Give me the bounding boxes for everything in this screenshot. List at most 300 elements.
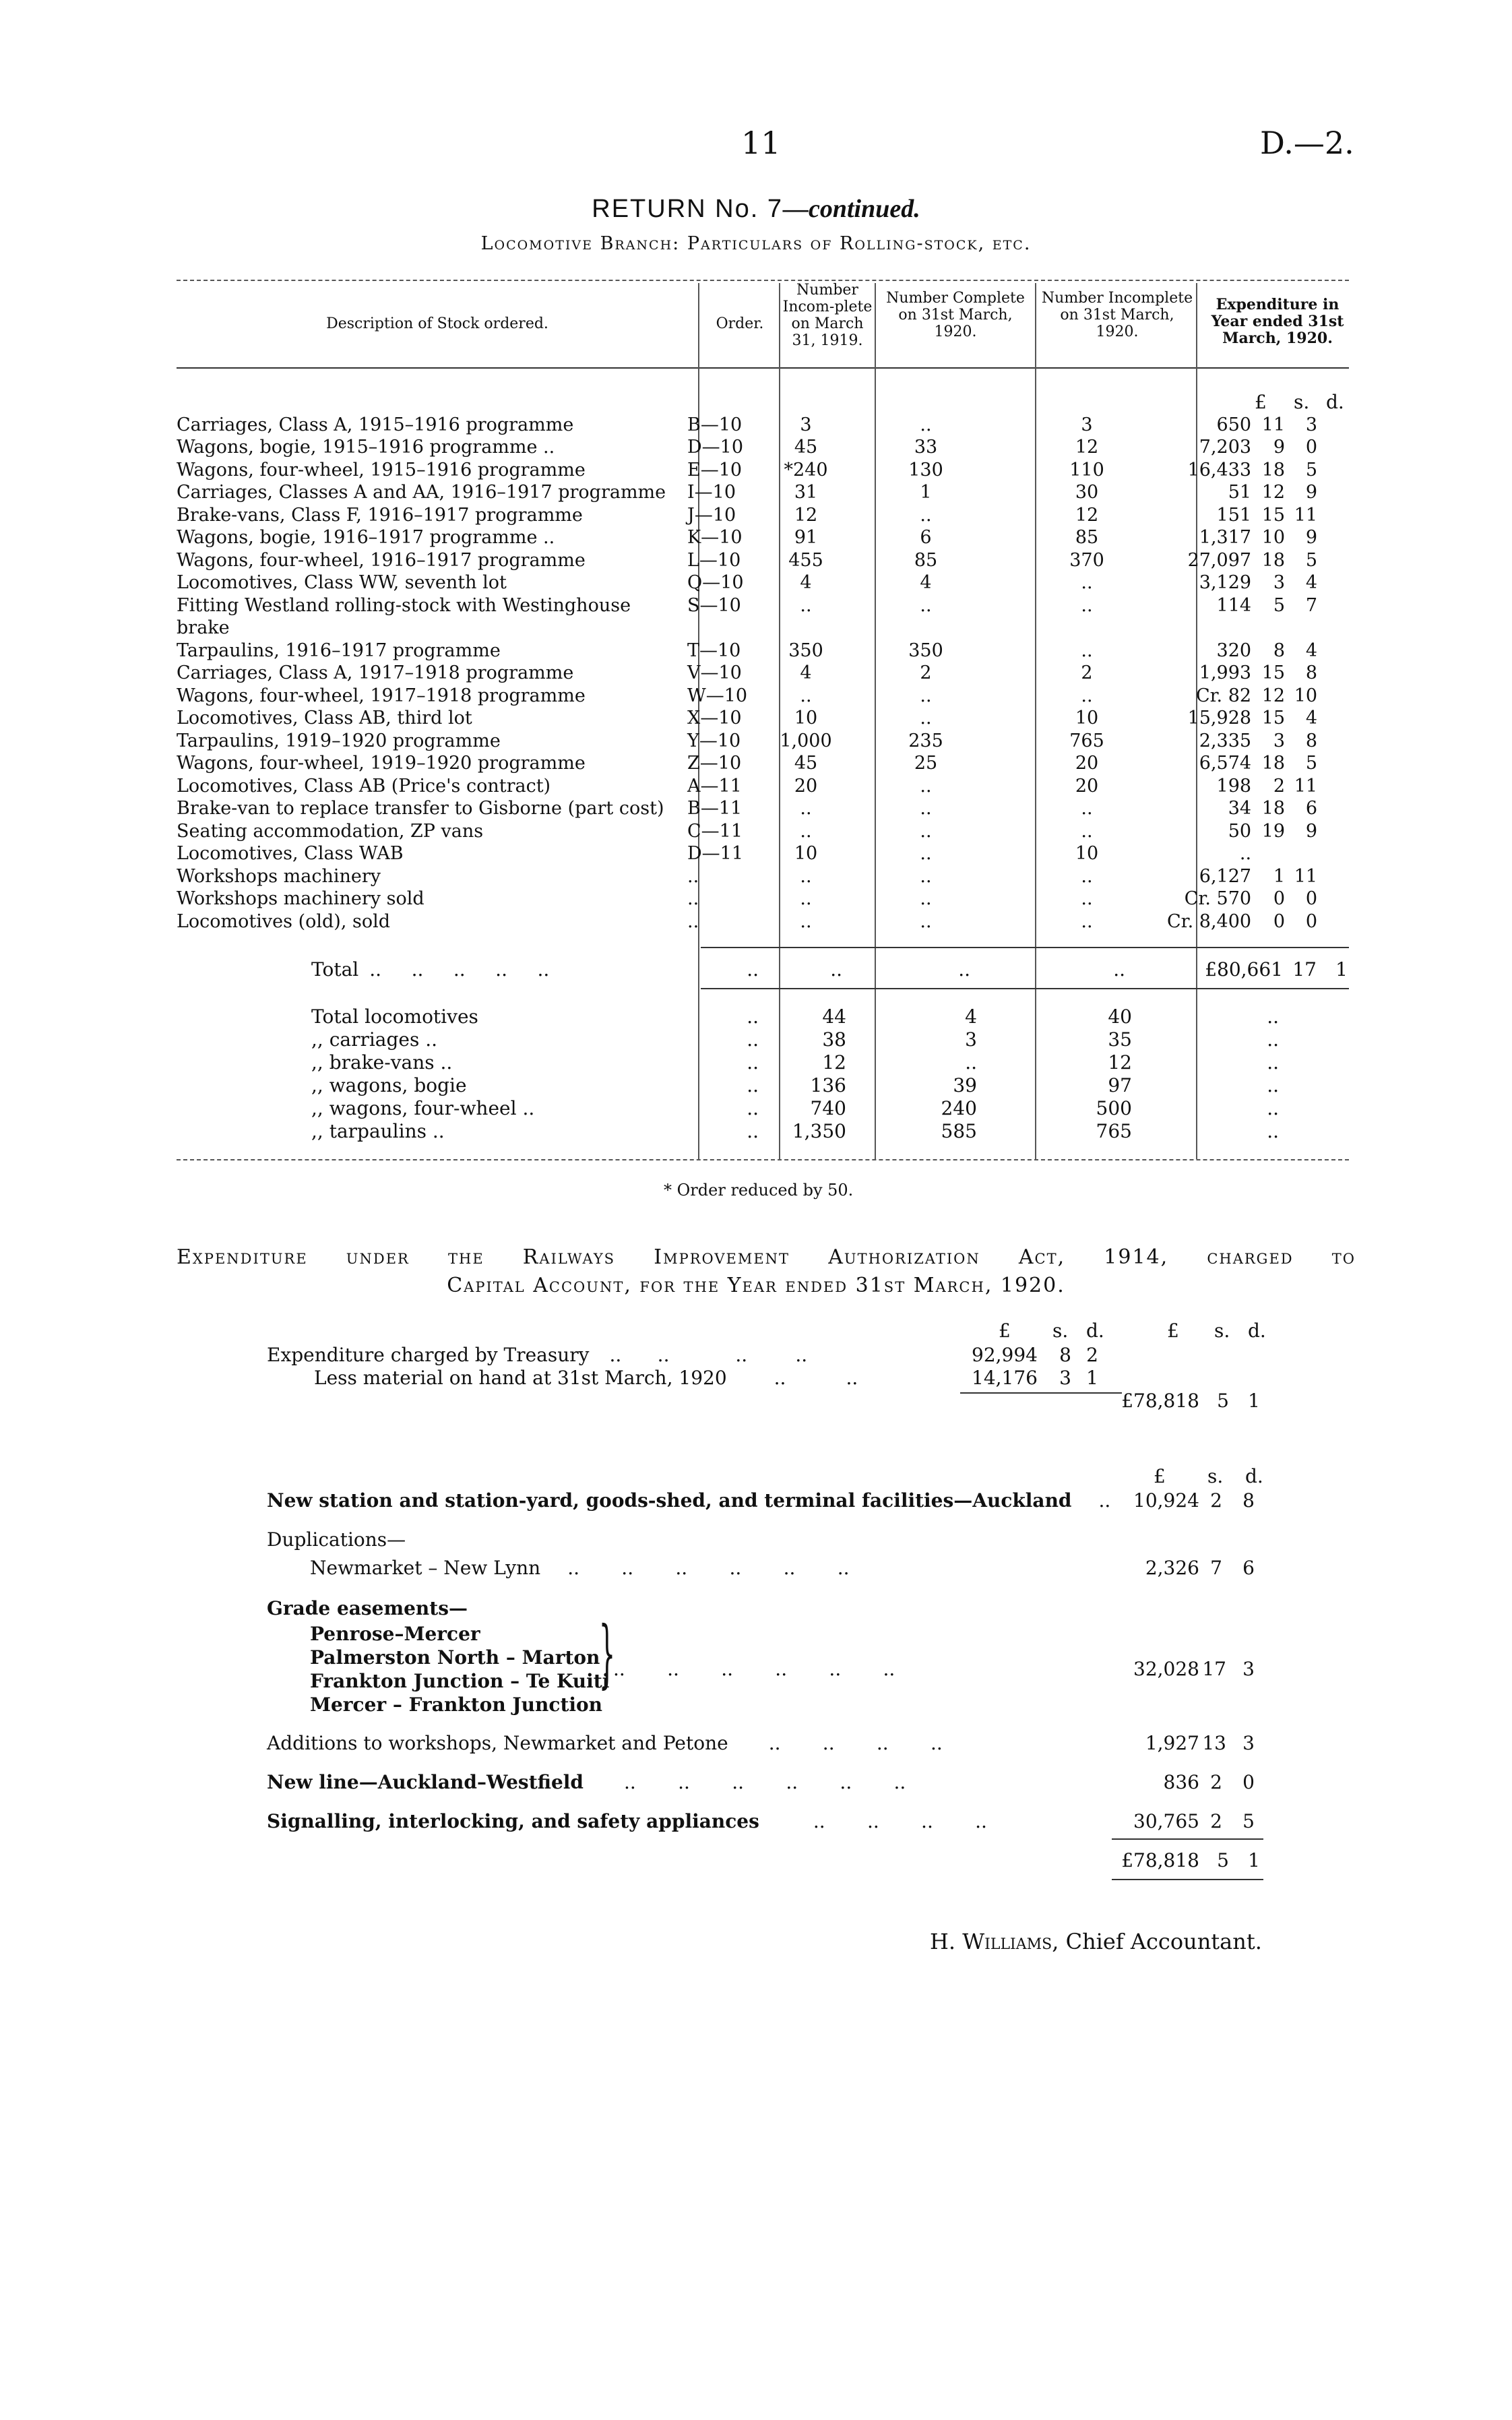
row-shillings <box>1251 616 1285 639</box>
row-incomplete-1919: 45 <box>794 753 818 774</box>
summary-inc1919: 740 <box>810 1097 846 1119</box>
row-pounds: 50 <box>1228 820 1252 842</box>
row-pounds: 27,097 <box>1187 549 1252 571</box>
exp-unit-pounds: £ <box>999 1320 1011 1342</box>
auckland-label: New station and station-yard, goods-shed, and terminal facilities—Auckland .. <box>267 1489 1111 1512</box>
row-pounds: 320 <box>1216 640 1252 661</box>
row-pounds: 3,129 <box>1199 572 1252 593</box>
row-pence: 3 <box>1305 414 1318 435</box>
row-order: .. <box>687 865 699 887</box>
summary-expenditure: .. <box>1267 1005 1279 1028</box>
westfield-shillings: 2 <box>1210 1771 1222 1793</box>
summary-label: ,, tarpaulins .. <box>311 1120 445 1142</box>
row-incomplete-1919: 3 <box>800 414 812 435</box>
row-shillings: 15 <box>1261 708 1286 728</box>
row-complete-1920: 6 <box>920 527 932 548</box>
header-complete-1920: Number Complete on 31st March, 1920. <box>886 290 1025 340</box>
table-row <box>177 435 1317 458</box>
table-row <box>177 526 1317 549</box>
unit-pence: d. <box>1326 391 1344 413</box>
return-title <box>0 194 1512 224</box>
row-shillings: 3 <box>1273 572 1286 593</box>
summary-expenditure: .. <box>1267 1120 1279 1142</box>
row-complete-1920: 1 <box>920 482 932 503</box>
row-description: Locomotives (old), sold <box>177 910 391 932</box>
summary-inc1919: 38 <box>822 1028 846 1051</box>
signalling-label: Signalling, interlocking, and safety appliances .. .. .. .. <box>267 1810 987 1832</box>
row-pence: 4 <box>1305 708 1318 728</box>
row-shillings: 18 <box>1261 753 1286 774</box>
row-order: A—11 <box>687 775 742 797</box>
row-complete-1920: .. <box>920 865 932 887</box>
signature-name: H. Williams <box>930 1929 1052 1954</box>
rolling-stock-table <box>177 412 1317 932</box>
row-shillings: 12 <box>1261 482 1286 503</box>
row-description: Wagons, four-wheel, 1916–1917 programme <box>177 549 586 571</box>
grade-heading: Grade easements— <box>267 1597 468 1619</box>
table-row <box>177 819 1317 842</box>
row-incomplete-1920: .. <box>1081 910 1093 932</box>
exp-unit-pounds-2: £ <box>1167 1320 1179 1342</box>
newmarket-shillings: 7 <box>1210 1557 1222 1579</box>
unit-shillings: s. <box>1294 391 1310 413</box>
row-description: Brake-vans, Class F, 1916–1917 programme <box>177 504 583 526</box>
row-pence: 4 <box>1305 572 1318 593</box>
row-incomplete-1920: .. <box>1081 865 1093 887</box>
row-pounds: 16,433 <box>1187 459 1252 480</box>
summary-complete: 585 <box>941 1120 977 1142</box>
grade-line: Frankton Junction – Te Kuiti <box>310 1670 610 1692</box>
row-description: Locomotives, Class AB (Price's contract) <box>177 775 551 797</box>
summary-complete: .. <box>965 1051 977 1074</box>
row-pounds: 1,993 <box>1199 662 1252 683</box>
summary-inc1919: 12 <box>822 1051 846 1074</box>
row-pence: 9 <box>1305 482 1318 503</box>
row-incomplete-1919: .. <box>800 820 812 842</box>
treasury-label: Expenditure charged by Treasury .. .. .. .. <box>267 1344 808 1366</box>
table-subtitle: Locomotive Branch: Particulars of Rolling-stock, etc. <box>480 233 1032 254</box>
row-order: B—10 <box>687 414 743 435</box>
row-description: Wagons, bogie, 1916–1917 programme .. <box>177 527 555 548</box>
total-shillings: 17 <box>1292 958 1317 981</box>
signalling-pounds: 30,765 <box>1133 1810 1199 1832</box>
summary-inc1919: 136 <box>810 1074 846 1096</box>
row-complete-1920: 25 <box>914 753 938 774</box>
row-pence: 9 <box>1305 820 1318 842</box>
row-description: Wagons, bogie, 1915–1916 programme .. <box>177 437 555 458</box>
summary-label: Total locomotives <box>311 1005 478 1028</box>
row-pounds: 114 <box>1216 594 1252 616</box>
grade-brace: } <box>598 1610 616 1696</box>
row-incomplete-1920: 765 <box>1069 730 1104 751</box>
row-pounds: 34 <box>1228 798 1252 819</box>
row-incomplete-1920: .. <box>1081 572 1093 593</box>
row-description: Tarpaulins, 1919–1920 programme <box>177 730 501 751</box>
row-complete-1920: .. <box>920 820 932 842</box>
row-pence: 5 <box>1305 549 1318 571</box>
row-shillings: 0 <box>1273 888 1286 909</box>
row-complete-1920: .. <box>920 504 932 526</box>
row-incomplete-1919: *240 <box>784 459 828 480</box>
treasury-shillings: 8 <box>1059 1344 1071 1366</box>
row-order: W—10 <box>687 685 748 706</box>
row-description: Carriages, Classes A and AA, 1916–1917 programme <box>177 482 666 503</box>
table-row <box>177 661 1317 684</box>
row-incomplete-1919: .. <box>800 910 812 932</box>
row-description: Carriages, Class A, 1917–1918 programme <box>177 662 574 683</box>
items-total-pounds: £78,818 <box>1121 1849 1199 1871</box>
row-shillings: 19 <box>1261 820 1286 842</box>
table-row <box>177 458 1317 480</box>
table-row <box>177 683 1317 706</box>
summary-order: .. <box>747 1097 759 1119</box>
summary-complete: 3 <box>965 1028 977 1051</box>
signature <box>930 1929 1262 1954</box>
row-pounds: Cr. 570 <box>1184 888 1252 909</box>
summary-inc1920: 12 <box>1108 1051 1132 1074</box>
row-description: Wagons, four-wheel, 1919–1920 programme <box>177 753 586 774</box>
row-order: J—10 <box>687 504 736 526</box>
row-order: Z—10 <box>687 753 742 774</box>
row-description: Brake-van to replace transfer to Gisborne (part cost) <box>177 798 664 819</box>
row-order: Y—10 <box>687 730 741 751</box>
signalling-shillings: 2 <box>1210 1810 1222 1832</box>
summary-inc1919: 44 <box>822 1005 846 1028</box>
row-pence: 4 <box>1305 640 1318 661</box>
row-incomplete-1919: 455 <box>788 549 823 571</box>
row-incomplete-1920: .. <box>1081 820 1093 842</box>
table-row <box>177 503 1317 526</box>
row-shillings: 18 <box>1261 798 1286 819</box>
row-pence: 8 <box>1305 730 1318 751</box>
items-unit-pence: d. <box>1245 1465 1263 1487</box>
row-pence <box>1285 616 1317 639</box>
row-complete-1920: .. <box>920 775 932 797</box>
summary-order: .. <box>747 1074 759 1096</box>
row-order: .. <box>687 888 699 909</box>
row-incomplete-1919: 10 <box>794 843 818 864</box>
row-pence: 0 <box>1305 888 1318 909</box>
table-row <box>177 616 1317 639</box>
row-complete-1920: 85 <box>914 549 938 571</box>
row-shillings <box>1251 842 1285 865</box>
row-pounds: 2,335 <box>1199 730 1252 751</box>
row-complete-1920: .. <box>920 708 932 728</box>
row-incomplete-1920: .. <box>1081 888 1093 909</box>
row-pounds: 151 <box>1216 504 1252 526</box>
row-description: Fitting Westland rolling-stock with Westinghouse <box>177 594 631 616</box>
header-incomplete-1919: Number Incom-plete on March 31, 1919. <box>782 282 873 349</box>
row-shillings: 0 <box>1273 910 1286 932</box>
row-pounds: Cr. 82 <box>1195 685 1252 706</box>
summary-order: .. <box>747 1005 759 1028</box>
row-pence: 6 <box>1305 798 1318 819</box>
less-material-pounds: 14,176 <box>972 1367 1038 1389</box>
row-pence: 0 <box>1305 437 1318 458</box>
table-row <box>177 480 1317 503</box>
net-pounds: £78,818 <box>1121 1390 1199 1412</box>
subtotal-rule <box>960 1392 1122 1394</box>
row-incomplete-1919: .. <box>800 594 812 616</box>
grade-pence: 3 <box>1242 1658 1255 1680</box>
row-pounds: .. <box>1239 843 1252 864</box>
total-inc1919: .. <box>830 958 842 981</box>
row-shillings: 5 <box>1273 594 1286 616</box>
workshops-pence: 3 <box>1242 1732 1255 1754</box>
row-incomplete-1920: 110 <box>1069 459 1104 480</box>
row-incomplete-1919 <box>767 616 845 639</box>
row-description: Locomotives, Class AB, third lot <box>177 708 472 728</box>
expenditure-title-line2: Capital Account, for the Year ended 31st March, 1920. <box>447 1274 1065 1297</box>
treasury-pounds: 92,994 <box>972 1344 1038 1366</box>
document-code: D.—2. <box>1260 125 1354 161</box>
auckland-shillings: 2 <box>1210 1489 1222 1512</box>
westfield-label: New line—Auckland–Westfield .. .. .. .. .. .. <box>267 1771 906 1793</box>
row-complete-1920: .. <box>920 594 932 616</box>
row-complete-1920 <box>845 616 1007 639</box>
row-incomplete-1919: 4 <box>800 662 812 683</box>
row-pounds: 6,127 <box>1199 865 1252 887</box>
exp-unit-pence: d. <box>1086 1320 1104 1342</box>
row-incomplete-1919: .. <box>800 798 812 819</box>
row-incomplete-1920: 3 <box>1081 414 1093 435</box>
total-label: Total .. .. .. .. .. <box>311 958 550 981</box>
summary-label: ,, wagons, bogie <box>311 1074 467 1096</box>
row-pence: 5 <box>1305 753 1318 774</box>
westfield-pence: 0 <box>1242 1771 1255 1793</box>
westfield-pounds: 836 <box>1163 1771 1199 1793</box>
row-incomplete-1920: 10 <box>1075 843 1099 864</box>
row-incomplete-1919: 4 <box>800 572 812 593</box>
exp-unit-shillings: s. <box>1052 1320 1069 1342</box>
header-top-rule <box>177 280 1349 281</box>
table-row <box>177 864 1317 887</box>
row-complete-1920: .. <box>920 414 932 435</box>
row-incomplete-1919: .. <box>800 685 812 706</box>
duplications-heading: Duplications— <box>267 1528 406 1551</box>
summary-inc1920: 500 <box>1096 1097 1132 1119</box>
summary-inc1920: 40 <box>1108 1005 1132 1028</box>
row-order: D—10 <box>687 437 744 458</box>
row-incomplete-1919: 45 <box>794 437 818 458</box>
newmarket-pounds: 2,326 <box>1145 1557 1199 1579</box>
table-row <box>177 571 1317 594</box>
row-incomplete-1919: .. <box>800 865 812 887</box>
grade-leaders: .. .. .. .. .. .. <box>613 1658 895 1680</box>
workshops-label: Additions to workshops, Newmarket and Petone .. .. .. .. <box>267 1732 943 1754</box>
row-pounds: 7,203 <box>1199 437 1252 458</box>
row-order: C—11 <box>687 820 743 842</box>
row-incomplete-1919: 91 <box>794 527 818 548</box>
grade-shillings: 17 <box>1202 1658 1226 1680</box>
table-row <box>177 751 1317 774</box>
table-row <box>177 638 1317 661</box>
net-shillings: 5 <box>1217 1390 1229 1412</box>
page-number: 11 <box>741 125 781 161</box>
row-shillings: 3 <box>1273 730 1286 751</box>
items-total-bottom-rule <box>1112 1879 1263 1880</box>
row-complete-1920: 350 <box>908 640 943 661</box>
row-incomplete-1920: .. <box>1081 685 1093 706</box>
row-order: V—10 <box>687 662 742 683</box>
row-incomplete-1920: 370 <box>1069 549 1104 571</box>
newmarket-label: Newmarket – New Lynn .. .. .. .. .. .. <box>310 1557 850 1579</box>
row-pence: 9 <box>1305 527 1318 548</box>
row-shillings: 15 <box>1261 504 1286 526</box>
row-complete-1920: .. <box>920 888 932 909</box>
row-description: Locomotives, Class WW, seventh lot <box>177 572 507 593</box>
summary-label: ,, brake-vans .. <box>311 1051 453 1074</box>
table-row <box>177 412 1317 435</box>
summary-inc1920: 765 <box>1096 1120 1132 1142</box>
row-incomplete-1920: .. <box>1081 640 1093 661</box>
summary-complete: 240 <box>941 1097 977 1119</box>
summary-label: ,, wagons, four-wheel .. <box>311 1097 535 1119</box>
row-pounds: 15,928 <box>1187 708 1252 728</box>
row-description: Wagons, four-wheel, 1915–1916 programme <box>177 459 586 480</box>
row-incomplete-1919: 20 <box>794 775 818 797</box>
table-bottom-rule <box>177 1159 1349 1160</box>
summary-order: .. <box>747 1051 759 1074</box>
summary-expenditure: .. <box>1267 1074 1279 1096</box>
row-pence <box>1285 842 1317 865</box>
summary-inc1920: 97 <box>1108 1074 1132 1096</box>
treasury-pence: 2 <box>1086 1344 1098 1366</box>
row-incomplete-1919: 350 <box>788 640 823 661</box>
row-incomplete-1920: 85 <box>1075 527 1099 548</box>
row-pence: 11 <box>1294 775 1318 797</box>
total-order: .. <box>747 958 759 981</box>
row-shillings: 2 <box>1273 775 1286 797</box>
row-order <box>683 616 767 639</box>
row-order: S—10 <box>687 594 741 616</box>
row-complete-1920: .. <box>920 685 932 706</box>
row-description: Tarpaulins, 1916–1917 programme <box>177 640 501 661</box>
grade-line: Palmerston North – Marton <box>310 1646 600 1669</box>
row-incomplete-1920: 2 <box>1081 662 1093 683</box>
row-order: K—10 <box>687 527 743 548</box>
workshops-shillings: 13 <box>1202 1732 1226 1754</box>
row-pounds <box>1167 616 1251 639</box>
row-complete-1920: .. <box>920 910 932 932</box>
row-incomplete-1920: 12 <box>1075 437 1099 458</box>
signalling-pence: 5 <box>1242 1810 1255 1832</box>
items-unit-pounds: £ <box>1154 1465 1166 1487</box>
total-complete: .. <box>958 958 970 981</box>
row-incomplete-1920: 10 <box>1075 708 1099 728</box>
header-incomplete-1920: Number Incomplete on 31st March, 1920. <box>1041 290 1193 340</box>
grade-pounds: 32,028 <box>1133 1658 1199 1680</box>
row-description: Wagons, four-wheel, 1917–1918 programme <box>177 685 586 706</box>
table-row <box>177 728 1317 751</box>
total-top-rule <box>701 947 1349 948</box>
summary-expenditure: .. <box>1267 1028 1279 1051</box>
summary-order: .. <box>747 1028 759 1051</box>
row-shillings: 18 <box>1261 459 1286 480</box>
table-row <box>177 887 1317 910</box>
table-row <box>177 774 1317 797</box>
total-pence: 1 <box>1335 958 1348 981</box>
workshops-pounds: 1,927 <box>1145 1732 1199 1754</box>
row-shillings: 9 <box>1273 437 1286 458</box>
less-material-pence: 1 <box>1086 1367 1098 1389</box>
row-pounds: 650 <box>1216 414 1252 435</box>
unit-pounds: £ <box>1255 391 1267 413</box>
row-incomplete-1920: 30 <box>1075 482 1099 503</box>
row-complete-1920: .. <box>920 843 932 864</box>
summary-order: .. <box>747 1120 759 1142</box>
row-order: D—11 <box>687 843 744 864</box>
row-incomplete-1919: .. <box>800 888 812 909</box>
table-row <box>177 593 1317 616</box>
header-description: Description of Stock ordered. <box>326 315 548 332</box>
row-incomplete-1919: 12 <box>794 504 818 526</box>
row-pence: 11 <box>1294 865 1318 887</box>
row-order: T—10 <box>687 640 741 661</box>
row-pence: 0 <box>1305 910 1318 932</box>
row-complete-1920: 235 <box>908 730 943 751</box>
row-order: X—10 <box>687 708 742 728</box>
items-total-shillings: 5 <box>1217 1849 1229 1871</box>
less-material-shillings: 3 <box>1059 1367 1071 1389</box>
footnote: * Order reduced by 50. <box>664 1181 854 1200</box>
summary-expenditure: .. <box>1267 1051 1279 1074</box>
row-pence: 10 <box>1294 685 1318 706</box>
row-pence: 11 <box>1294 504 1318 526</box>
row-order: L—10 <box>687 549 741 571</box>
row-description: Seating accommodation, ZP vans <box>177 820 484 842</box>
row-pounds: 1,317 <box>1199 527 1252 548</box>
summary-label: ,, carriages .. <box>311 1028 438 1051</box>
exp-unit-pence-2: d. <box>1248 1320 1266 1342</box>
row-shillings: 11 <box>1261 414 1286 435</box>
items-unit-shillings: s. <box>1207 1465 1224 1487</box>
row-pence: 8 <box>1305 662 1318 683</box>
row-shillings: 10 <box>1261 527 1286 548</box>
signature-title: , Chief Accountant. <box>1052 1929 1262 1954</box>
row-pence: 7 <box>1305 594 1318 616</box>
summary-inc1919: 1,350 <box>792 1120 846 1142</box>
grade-line: Penrose–Mercer <box>310 1623 480 1645</box>
row-incomplete-1919: 10 <box>794 708 818 728</box>
table-row <box>177 797 1317 819</box>
row-incomplete-1920: .. <box>1081 594 1093 616</box>
row-complete-1920: 130 <box>908 459 943 480</box>
newmarket-pence: 6 <box>1242 1557 1255 1579</box>
row-pounds: 198 <box>1216 775 1252 797</box>
row-incomplete-1920: 20 <box>1075 753 1099 774</box>
row-incomplete-1920: 12 <box>1075 504 1099 526</box>
row-shillings: 18 <box>1261 549 1286 571</box>
summary-complete: 4 <box>965 1005 977 1028</box>
row-complete-1920: 4 <box>920 572 932 593</box>
return-title-prefix: RETURN No. 7 <box>592 195 783 223</box>
items-total-rule <box>1112 1838 1263 1840</box>
row-description: Workshops machinery <box>177 865 381 887</box>
table-row <box>177 548 1317 571</box>
row-order: .. <box>687 910 699 932</box>
total-bottom-rule <box>701 988 1349 989</box>
row-pence: 5 <box>1305 459 1318 480</box>
row-order: B—11 <box>687 798 743 819</box>
return-title-suffix: —continued. <box>782 195 920 223</box>
row-description: Locomotives, Class WAB <box>177 843 404 864</box>
summary-expenditure: .. <box>1267 1097 1279 1119</box>
row-description: Carriages, Class A, 1915–1916 programme <box>177 414 574 435</box>
row-pounds: 51 <box>1228 482 1252 503</box>
row-order: I—10 <box>687 482 736 503</box>
summary-complete: 39 <box>953 1074 977 1096</box>
